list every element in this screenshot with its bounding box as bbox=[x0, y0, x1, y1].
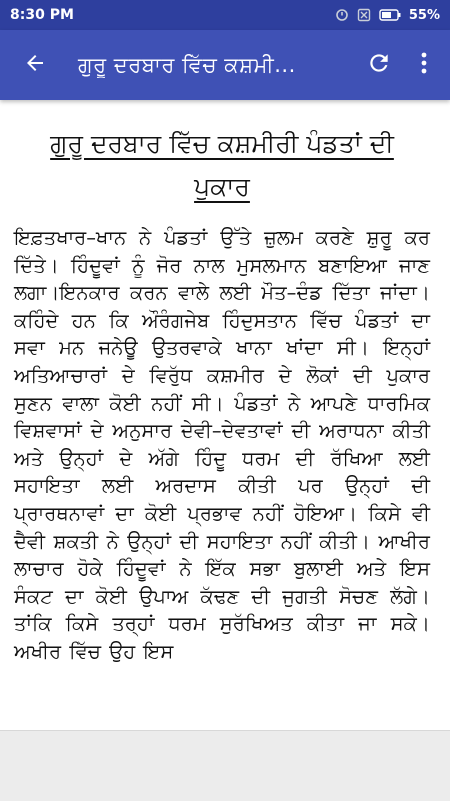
data-saver-icon bbox=[335, 8, 349, 22]
article-title: ਗੁਰੂ ਦਰਬਾਰ ਵਿੱਚ ਕਸ਼ਮੀਰੀ ਪੰਡਤਾਂ ਦੀ ਪੁਕਾਰ bbox=[50, 129, 394, 201]
battery-level: 55% bbox=[408, 7, 440, 23]
back-button[interactable] bbox=[10, 40, 60, 90]
article-content[interactable] bbox=[0, 100, 450, 730]
app-bar bbox=[0, 30, 450, 100]
article-body: ਇਫ਼ਤਖਾਰ–ਖਾਨ ਨੇ ਪੰਡਤਾਂ ਉੱਤੇ ਜ਼ੁਲਮ ਕਰਣੇ ਸ਼ੁਰੂ ਕਰ ਦਿੱਤੇ। ਹਿੰਦੂਵਾਂ ਨੂੰ ਜੋਰ ਨਾਲ ਮੁਸਲਮਾਨ ਬਣਾਇਆ ਜਾਣ ਲਗਾ।ਇਨਕਾਰ ਕਰਨ ਵਾਲੇ ਲਈ ਮੌਤ–ਦੰਡ ਦਿੱਤਾ ਜਾਂਦਾ। ਕਹਿੰਦੇ ਹਨ ਕਿ ਔਰੰਗਜੇਬ ਹਿੰਦੁਸਤਾਨ ਵਿੱਚ ਪੰਡਤਾਂ ਦਾ ਸਵਾ ਮਨ ਜਨੇਊ ਉਤਰਵਾਕੇ ਖਾਨਾ ਖਾਂਦਾ ਸੀ। ਇਨ੍ਹਾਂ ਅਤਿਆਚਾਰਾਂ ਦੇ ਵਿਰੁੱਧ ਕਸ਼ਮੀਰ ਦੇ ਲੋਕਾਂ ਦੀ ਪੁਕਾਰ ਸੁਣਨ ਵਾਲਾ ਕੋਈ ਨਹੀਂ ਸੀ। ਪੰਡਤਾਂ ਨੇ ਆਪਣੇ ਧਾਰਮਿਕ ਵਿਸ਼ਵਾਸਾਂ ਦੇ ਅਨੁਸਾਰ ਦੇਵੀ–ਦੇਵਤਾਵਾਂ ਦੀ ਅਰਾਧਨਾ ਕੀਤੀ ਅਤੇ ਉਨ੍ਹਾਂ ਦੇ ਅੱਗੇ ਹਿੰਦੂ ਧਰਮ ਦੀ ਰੱਖਿਆ ਲਈ ਸਹਾਇਤਾ ਲਈ ਅਰਦਾਸ ਕੀਤੀ ਪਰ ਉਨ੍ਹਾਂ ਦੀ ਪ੍ਰਾਰਥਨਾਵਾਂ ਦਾ ਕੋਈ ਪ੍ਰਭਾਵ ਨਹੀਂ ਹੋਇਆ। ਕਿਸੇ ਵੀ ਦੈਵੀ ਸ਼ਕਤੀ ਨੇ ਉਨ੍ਹਾਂ ਦੀ ਸਹਾਇਤਾ ਨਹੀਂ ਕੀਤੀ। ਆਖੀਰ ਲਾਚਾਰ ਹੋਕੇ ਹਿੰਦੂਵਾਂ ਨੇ ਇੱਕ ਸਭਾ ਬੁਲਾਈ ਅਤੇ ਇਸ ਸੰਕਟ ਦਾ ਕੋਈ ਉਪਾਅ ਕੱਢਣ ਦੀ ਜੁਗਤੀ ਸੋਚਣ ਲੱਗੇ। ਤਾਂਕਿ ਕਿਸੇ ਤਰ੍ਹਾਂ ਧਰਮ ਸੁਰੱਖਿਅਤ ਕੀਤਾ ਜਾ ਸਕੇ। ਅਖੀਰ ਵਿੱਚ ਉਹ ਇਸ bbox=[14, 226, 430, 663]
refresh-button[interactable] bbox=[354, 40, 404, 90]
more-vert-icon bbox=[421, 52, 427, 78]
overflow-menu-button[interactable] bbox=[404, 40, 444, 90]
status-time: 8:30 PM bbox=[10, 7, 74, 23]
app-title: ਗੁਰੂ ਦਰਬਾਰ ਵਿੱਚ ਕਸ਼ਮੀ... bbox=[78, 52, 296, 77]
no-sim-icon bbox=[357, 8, 371, 22]
battery-icon bbox=[379, 9, 401, 21]
refresh-icon bbox=[366, 50, 392, 80]
status-icons bbox=[335, 8, 440, 23]
status-bar bbox=[0, 0, 450, 30]
back-arrow-icon bbox=[23, 51, 47, 79]
bottom-bar bbox=[0, 730, 450, 801]
